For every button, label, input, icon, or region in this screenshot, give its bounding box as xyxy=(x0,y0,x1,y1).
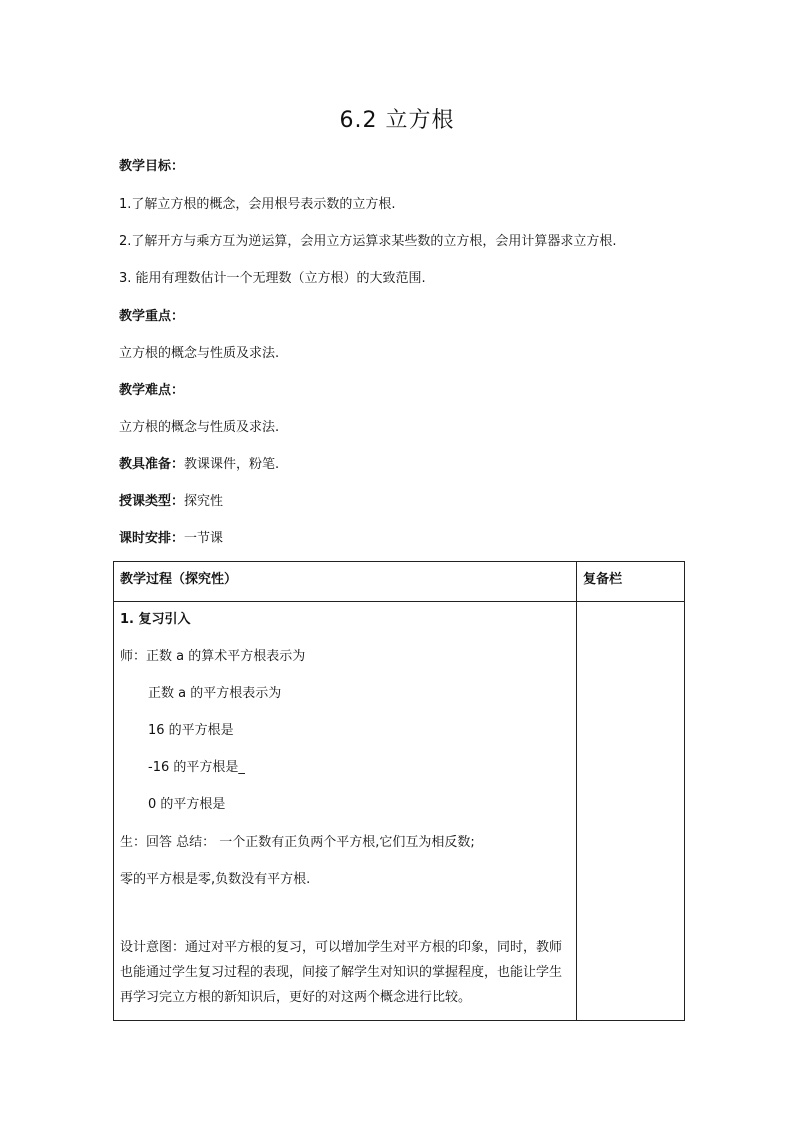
process-cell xyxy=(114,602,577,1021)
type-text: 探究性 xyxy=(184,494,224,509)
page-title: 6.2 立方根 xyxy=(339,108,455,133)
table-header-row xyxy=(114,562,685,602)
type-row xyxy=(119,490,223,509)
process-line-5: 0 的平方根是 xyxy=(148,797,226,812)
type-label: 授课类型： xyxy=(119,494,185,509)
process-line-2: 正数 a 的平方根表示为 xyxy=(148,686,282,701)
tools-text: 教课课件，粉笔. xyxy=(184,457,280,472)
tools-label: 教具准备： xyxy=(119,457,185,472)
process-line-7: 零的平方根是零,负数没有平方根. xyxy=(120,872,311,887)
header-main-label: 教学过程（探究性） xyxy=(120,572,238,587)
objective-item-3: 3. 能用有理数估计一个无理数（立方根）的大致范围. xyxy=(119,271,426,286)
difficulties-heading: 教学难点： xyxy=(119,383,185,398)
design-intent: 设计意图：通过对平方根的复习，可以增加学生对平方根的印象，同时，教师也能通过学生复习过程的表现，间接了解学生对知识的掌握程度，也能让学生再学习完立方根的新知识后，更好的对这两个概念进行比较。 xyxy=(120,940,563,1005)
difficulties-text: 立方根的概念与性质及求法. xyxy=(119,420,280,435)
table-body-row xyxy=(114,602,685,1021)
process-line-1: 师：正数 a 的算术平方根表示为 xyxy=(120,649,306,664)
header-main-cell xyxy=(114,562,577,602)
header-side-cell xyxy=(577,562,685,602)
objective-item-2: 2.了解开方与乘方互为逆运算，会用立方运算求某些数的立方根，会用计算器求立方根. xyxy=(119,234,617,249)
schedule-row xyxy=(119,527,223,546)
objective-item-1: 1.了解立方根的概念，会用根号表示数的立方根. xyxy=(119,197,396,212)
process-line-3: 16 的平方根是 xyxy=(148,723,234,738)
key-points-heading: 教学重点： xyxy=(119,309,185,324)
key-points-text: 立方根的概念与性质及求法. xyxy=(119,346,280,361)
objectives-heading: 教学目标： xyxy=(119,159,185,174)
process-line-4: -16 的平方根是_ xyxy=(148,760,245,775)
process-line-6: 生：回答 总结： 一个正数有正负两个平方根,它们互为相反数; xyxy=(120,835,475,850)
header-side-label: 复备栏 xyxy=(583,572,623,587)
schedule-text: 一节课 xyxy=(184,531,224,546)
notes-cell xyxy=(577,602,685,1021)
section-title: 1. 复习引入 xyxy=(120,612,191,627)
lesson-process-table xyxy=(113,561,685,1021)
schedule-label: 课时安排： xyxy=(119,531,185,546)
tools-row xyxy=(119,453,279,472)
